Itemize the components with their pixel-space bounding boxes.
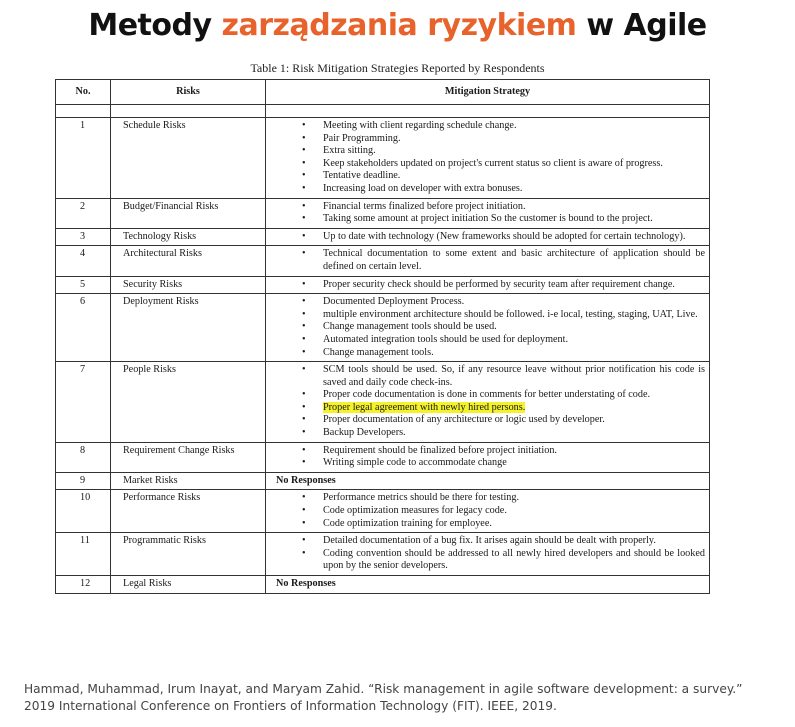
strategy-item bbox=[323, 145, 705, 158]
row-number: 4 bbox=[56, 246, 111, 276]
title-part-1: Metody bbox=[88, 8, 222, 43]
table-row bbox=[56, 472, 710, 490]
strategy-text: Tentative deadline. bbox=[323, 170, 401, 182]
strategy-list bbox=[276, 364, 705, 440]
strategy-text: Technical documentation to some extent and basic architecture of application should be defined on certain level. bbox=[323, 248, 705, 272]
risk-name: Budget/Financial Risks bbox=[111, 198, 266, 228]
strategy-list bbox=[276, 248, 705, 273]
strategy-item bbox=[323, 296, 705, 309]
table-row bbox=[56, 442, 710, 472]
strategy-item bbox=[323, 518, 705, 531]
mitigation-strategy bbox=[266, 576, 710, 594]
mitigation-strategy bbox=[266, 442, 710, 472]
strategy-item bbox=[323, 231, 705, 244]
strategy-item bbox=[323, 364, 705, 389]
mitigation-strategy bbox=[266, 198, 710, 228]
strategy-item bbox=[323, 183, 705, 196]
strategy-text: Automated integration tools should be used for deployment. bbox=[323, 333, 569, 345]
table-row bbox=[56, 198, 710, 228]
risk-name: Security Risks bbox=[111, 276, 266, 294]
page-title bbox=[0, 8, 795, 43]
row-number: 1 bbox=[56, 118, 111, 199]
table-caption: Table 1: Risk Mitigation Strategies Reported by Respondents bbox=[250, 61, 545, 75]
risk-table bbox=[55, 79, 710, 594]
strategy-text: Proper security check should be performed by security team after requirement change. bbox=[323, 278, 675, 290]
strategy-item bbox=[323, 427, 705, 440]
strategy-item bbox=[323, 414, 705, 427]
row-number: 3 bbox=[56, 228, 111, 246]
strategy-item bbox=[323, 389, 705, 402]
no-response-text: No Responses bbox=[276, 578, 336, 589]
row-number: 10 bbox=[56, 490, 111, 533]
strategy-item bbox=[323, 309, 705, 322]
strategy-text: SCM tools should be used. So, if any resource leave without prior notification his code is saved and daily code check-ins. bbox=[323, 364, 705, 388]
strategy-text: Up to date with technology (New frameworks should be adopted for certain technology). bbox=[323, 230, 686, 242]
strategy-item bbox=[323, 170, 705, 183]
table-row bbox=[56, 490, 710, 533]
mitigation-strategy bbox=[266, 294, 710, 362]
mitigation-strategy bbox=[266, 276, 710, 294]
strategy-item bbox=[323, 505, 705, 518]
risk-name: Deployment Risks bbox=[111, 294, 266, 362]
mitigation-strategy bbox=[266, 362, 710, 443]
strategy-item bbox=[323, 334, 705, 347]
risk-name: People Risks bbox=[111, 362, 266, 443]
strategy-item bbox=[323, 158, 705, 171]
table-row bbox=[56, 246, 710, 276]
strategy-item bbox=[323, 201, 705, 214]
mitigation-strategy bbox=[266, 246, 710, 276]
header-strategy: Mitigation Strategy bbox=[266, 80, 710, 105]
mitigation-strategy bbox=[266, 490, 710, 533]
row-number: 11 bbox=[56, 533, 111, 576]
strategy-text: Financial terms finalized before project initiation. bbox=[323, 200, 526, 212]
strategy-text: Proper legal agreement with newly hired persons. bbox=[323, 401, 526, 413]
row-number: 5 bbox=[56, 276, 111, 294]
risk-name: Requirement Change Risks bbox=[111, 442, 266, 472]
title-accent: zarządzania ryzykiem bbox=[221, 8, 577, 43]
risk-name: Legal Risks bbox=[111, 576, 266, 594]
risk-name: Market Risks bbox=[111, 472, 266, 490]
row-number: 2 bbox=[56, 198, 111, 228]
citation-footer bbox=[24, 681, 784, 715]
row-number: 7 bbox=[56, 362, 111, 443]
strategy-text: multiple environment architecture should be followed. i-e local, testing, staging, UAT, Live. bbox=[323, 308, 698, 320]
strategy-item bbox=[323, 457, 705, 470]
strategy-item bbox=[323, 120, 705, 133]
strategy-text: Code optimization training for employee. bbox=[323, 517, 492, 529]
strategy-text: Increasing load on developer with extra bonuses. bbox=[323, 182, 523, 194]
no-response-text: No Responses bbox=[276, 474, 336, 486]
strategy-text: Taking some amount at project initiation So the customer is bound to the project. bbox=[323, 213, 653, 225]
strategy-item bbox=[323, 402, 705, 415]
risk-name: Technology Risks bbox=[111, 228, 266, 246]
strategy-item bbox=[323, 213, 705, 226]
table-row bbox=[56, 228, 710, 246]
row-number: 6 bbox=[56, 294, 111, 362]
strategy-text: Extra sitting. bbox=[323, 145, 376, 157]
table-header-row bbox=[56, 80, 710, 105]
strategy-item bbox=[323, 445, 705, 458]
strategy-text: Change management tools should be used. bbox=[323, 321, 497, 333]
strategy-item bbox=[323, 347, 705, 360]
strategy-list bbox=[276, 445, 705, 470]
header-risks: Risks bbox=[111, 80, 266, 105]
title-part-2: w Agile bbox=[576, 8, 707, 43]
strategy-text: Proper documentation of any architecture or logic used by developer. bbox=[323, 414, 605, 426]
table-spacer-row bbox=[56, 105, 710, 118]
strategy-text: Keep stakeholders updated on project's current status so client is aware of progress. bbox=[323, 157, 663, 169]
strategy-text: Pair Programming. bbox=[323, 132, 401, 144]
mitigation-strategy bbox=[266, 118, 710, 199]
strategy-list bbox=[276, 492, 705, 530]
row-number: 8 bbox=[56, 442, 111, 472]
risk-name: Architectural Risks bbox=[111, 246, 266, 276]
strategy-text: Meeting with client regarding schedule change. bbox=[323, 120, 517, 131]
strategy-item bbox=[323, 248, 705, 273]
mitigation-strategy bbox=[266, 228, 710, 246]
strategy-text: Performance metrics should be there for testing. bbox=[323, 492, 520, 504]
mitigation-strategy bbox=[266, 533, 710, 576]
risk-name: Programmatic Risks bbox=[111, 533, 266, 576]
table-row bbox=[56, 362, 710, 443]
mitigation-strategy bbox=[266, 472, 710, 490]
strategy-list bbox=[276, 296, 705, 359]
strategy-list bbox=[276, 201, 705, 226]
row-number: 12 bbox=[56, 576, 111, 594]
strategy-text: Proper code documentation is done in comments for better understating of code. bbox=[323, 389, 651, 401]
strategy-list bbox=[276, 120, 705, 196]
strategy-text: Requirement should be finalized before project initiation. bbox=[323, 444, 557, 456]
strategy-text: Writing simple code to accommodate change bbox=[323, 457, 507, 469]
strategy-text: Code optimization measures for legacy code. bbox=[323, 505, 507, 517]
row-number: 9 bbox=[56, 472, 111, 490]
strategy-item bbox=[323, 133, 705, 146]
strategy-list bbox=[276, 535, 705, 573]
table-row bbox=[56, 576, 710, 594]
table-row bbox=[56, 276, 710, 294]
strategy-item bbox=[323, 321, 705, 334]
risk-name: Performance Risks bbox=[111, 490, 266, 533]
strategy-item bbox=[323, 535, 705, 548]
strategy-item bbox=[323, 492, 705, 505]
table-row bbox=[56, 533, 710, 576]
table-row bbox=[56, 294, 710, 362]
strategy-text: Documented Deployment Process. bbox=[323, 296, 465, 308]
strategy-list bbox=[276, 231, 705, 244]
header-no: No. bbox=[56, 80, 111, 105]
strategy-text: Change management tools. bbox=[323, 346, 434, 358]
strategy-text: Backup Developers. bbox=[323, 427, 406, 439]
strategy-list bbox=[276, 279, 705, 292]
citation-line-2: 2019 International Conference on Frontiers of Information Technology (FIT). IEEE, 2019. bbox=[24, 699, 557, 713]
table-row bbox=[56, 118, 710, 199]
strategy-text: Detailed documentation of a bug fix. It arises again should be dealt with properly. bbox=[323, 535, 656, 547]
strategy-text: Coding convention should be addressed to all newly hired developers and should be looked upon by the senior developers. bbox=[323, 547, 705, 572]
citation-line-1: Hammad, Muhammad, Irum Inayat, and Maryam Zahid. “Risk management in agile software development: a survey.” bbox=[24, 682, 743, 696]
strategy-item bbox=[323, 279, 705, 292]
risk-name: Schedule Risks bbox=[111, 118, 266, 199]
table-body bbox=[56, 105, 710, 594]
strategy-item bbox=[323, 548, 705, 573]
